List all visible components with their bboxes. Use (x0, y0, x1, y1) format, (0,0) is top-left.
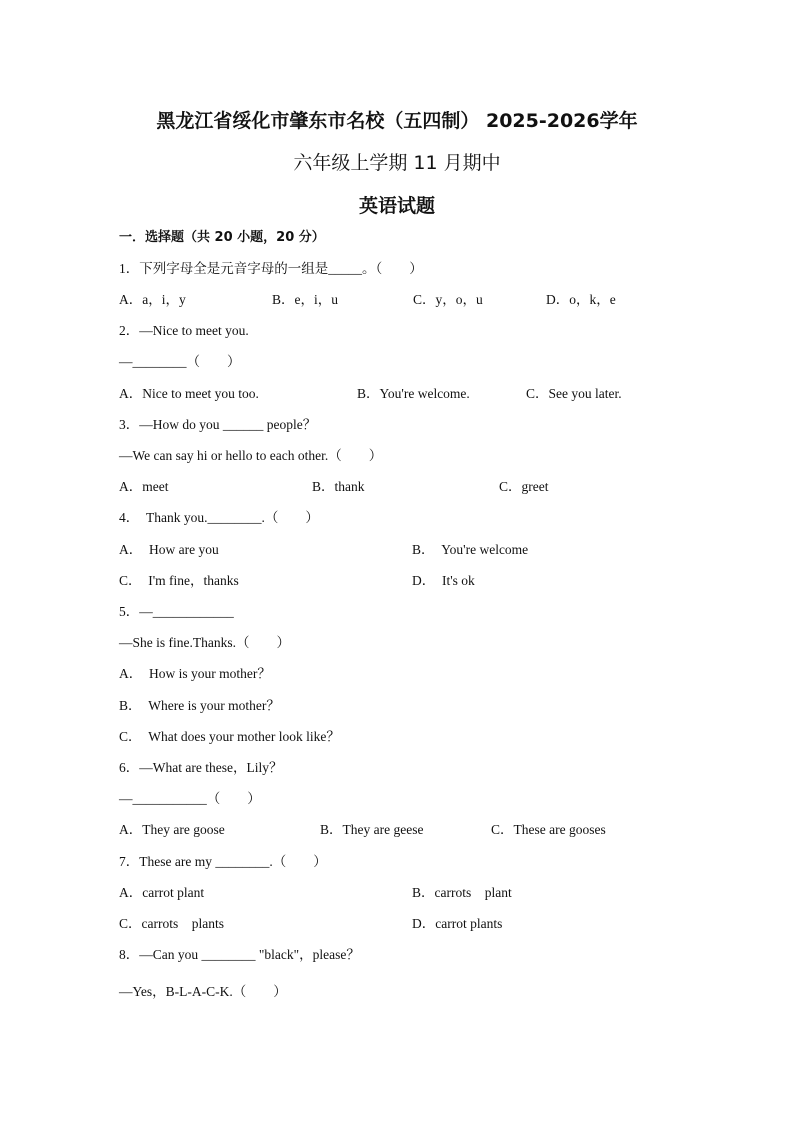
question-6-option-c: C．These are gooses (491, 822, 606, 837)
question-3-option-a: A．meet (119, 479, 169, 494)
question-5-response: —She is fine.Thanks.（ ） (119, 635, 290, 650)
question-1-option-d: D．o，k，e (546, 292, 616, 307)
question-2-option-a: A．Nice to meet you too. (119, 386, 259, 401)
question-8-response: —Yes，B-L-A-C-K.（ ） (119, 984, 287, 999)
question-3-option-b: B．thank (312, 479, 365, 494)
question-7-option-d: D．carrot plants (412, 916, 503, 931)
question-2-stem: 2．—Nice to meet you. (119, 323, 249, 338)
question-5-option-c: C． What does your mother look like？ (119, 729, 340, 744)
question-3-response: —We can say hi or hello to each other.（ ） (119, 448, 383, 463)
question-6-stem: 6．—What are these，Lily？ (119, 760, 283, 775)
question-2-option-c: C．See you later. (526, 386, 622, 401)
question-1-option-c: C．y，o，u (413, 292, 483, 307)
question-4-option-a: A． How are you (119, 542, 219, 557)
question-4-option-c: C． I'm fine，thanks (119, 573, 239, 588)
question-5-stem: 5．—____________ (119, 604, 234, 619)
question-4-option-d: D． It's ok (412, 573, 475, 588)
question-4-stem: 4． Thank you.________.（ ） (119, 510, 319, 525)
question-2-option-b: B．You're welcome. (357, 386, 470, 401)
question-6-option-b: B．They are geese (320, 822, 424, 837)
question-7-option-c: C．carrots plants (119, 916, 224, 931)
question-1-stem: 1．下列字母全是元音字母的一组是_____。（ ） (119, 261, 423, 276)
question-1-option-b: B．e，i，u (272, 292, 338, 307)
section-heading: 一．选择题（共 20 小题，20 分） (119, 230, 325, 245)
question-3-option-c: C．greet (499, 479, 549, 494)
title-line-3: 英语试题 (358, 195, 435, 217)
question-6-option-a: A．They are goose (119, 822, 225, 837)
question-7-stem: 7．These are my ________.（ ） (119, 854, 327, 869)
title-line-1: 黑龙江省绥化市肇东市名校（五四制） 2025-2026学年 (156, 110, 638, 132)
question-5-option-b: B． Where is your mother？ (119, 698, 280, 713)
title-line-2: 六年级上学期 11 月期中 (293, 152, 501, 174)
question-7-option-a: A．carrot plant (119, 885, 205, 900)
question-6-response: —___________（ ） (119, 791, 261, 806)
question-3-stem: 3．—How do you ______ people？ (119, 417, 317, 432)
question-4-option-b: B． You're welcome (412, 542, 529, 557)
question-2-response: —________（ ） (119, 354, 241, 369)
question-8-stem: 8．—Can you ________ "black"，please？ (119, 947, 360, 962)
question-7-option-b: B．carrots plant (412, 885, 512, 900)
question-5-option-a: A． How is your mother？ (119, 666, 271, 681)
question-1-option-a: A．a，i，y (119, 292, 186, 307)
